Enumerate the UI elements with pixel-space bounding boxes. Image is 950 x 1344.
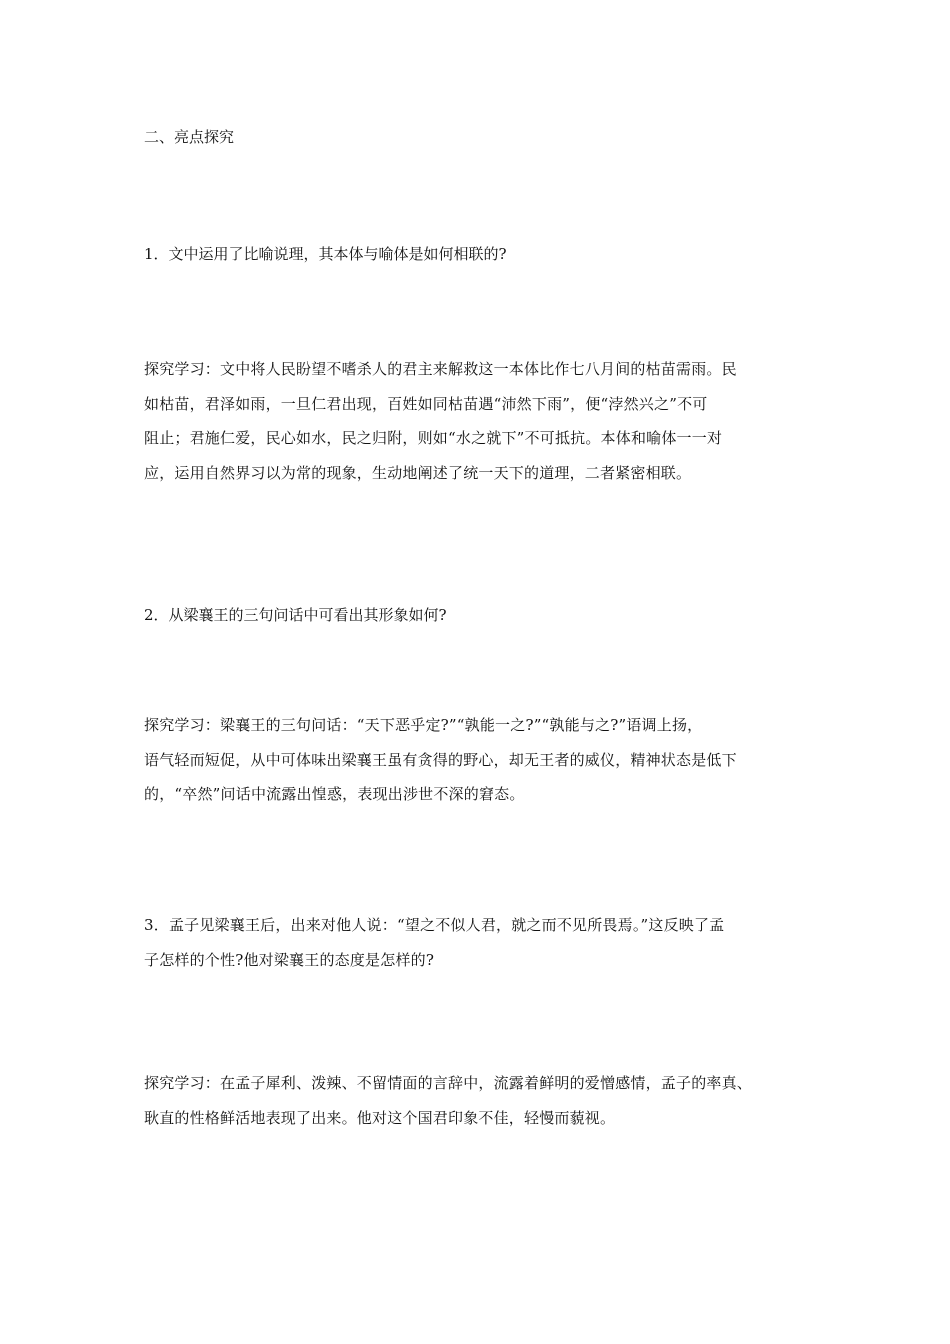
answer-1-line-4: 应，运用自然界习以为常的现象，生动地阐述了统一天下的道理，二者紧密相联。 — [144, 463, 692, 482]
question-3-line-1: 3．孟子见梁襄王后，出来对他人说：“望之不似人君，就之而不见所畏焉。”这反映了孟 — [144, 916, 725, 934]
question-3-line-2: 子怎样的个性?他对梁襄王的态度是怎样的? — [144, 950, 435, 969]
answer-3 — [144, 1066, 816, 1135]
answer-1 — [144, 352, 816, 490]
answer-2-line-2: 语气轻而短促，从中可体味出梁襄王虽有贪得的野心，却无王者的威仪，精神状态是低下 — [144, 750, 737, 769]
answer-2-line-3: 的，“卒然”问话中流露出惶惑，表现出涉世不深的窘态。 — [144, 785, 525, 803]
answer-1-line-2: 如枯苗，君泽如雨，一旦仁君出现，百姓如同枯苗遇“沛然下雨”，便“浡然兴之”不可 — [144, 394, 708, 413]
question-2: 2．从梁襄王的三句问话中可看出其形象如何? — [144, 606, 447, 624]
answer-2-line-1: 探究学习：梁襄王的三句问话：“天下恶乎定?”“孰能一之?”“孰能与之?”语调上扬， — [144, 716, 703, 734]
answer-1-line-1: 探究学习：文中将人民盼望不嗜杀人的君主来解救这一本体比作七八月间的枯苗需雨。民 — [144, 360, 737, 378]
answer-3-line-1: 探究学习：在孟子犀利、泼辣、不留情面的言辞中，流露着鲜明的爱憎感情，孟子的率真、 — [144, 1074, 753, 1092]
question-3 — [144, 908, 816, 977]
answer-2 — [144, 708, 816, 812]
question-1: 1．文中运用了比喻说理，其本体与喻体是如何相联的? — [144, 245, 507, 263]
answer-3-line-2: 耿直的性格鲜活地表现了出来。他对这个国君印象不佳，轻慢而藐视。 — [144, 1108, 616, 1127]
answer-1-line-3: 阻止；君施仁爱，民心如水，民之归附，则如“水之就下”不可抵抗。本体和喻体一一对 — [144, 429, 723, 447]
section-title: 二、亮点探究 — [144, 128, 235, 146]
